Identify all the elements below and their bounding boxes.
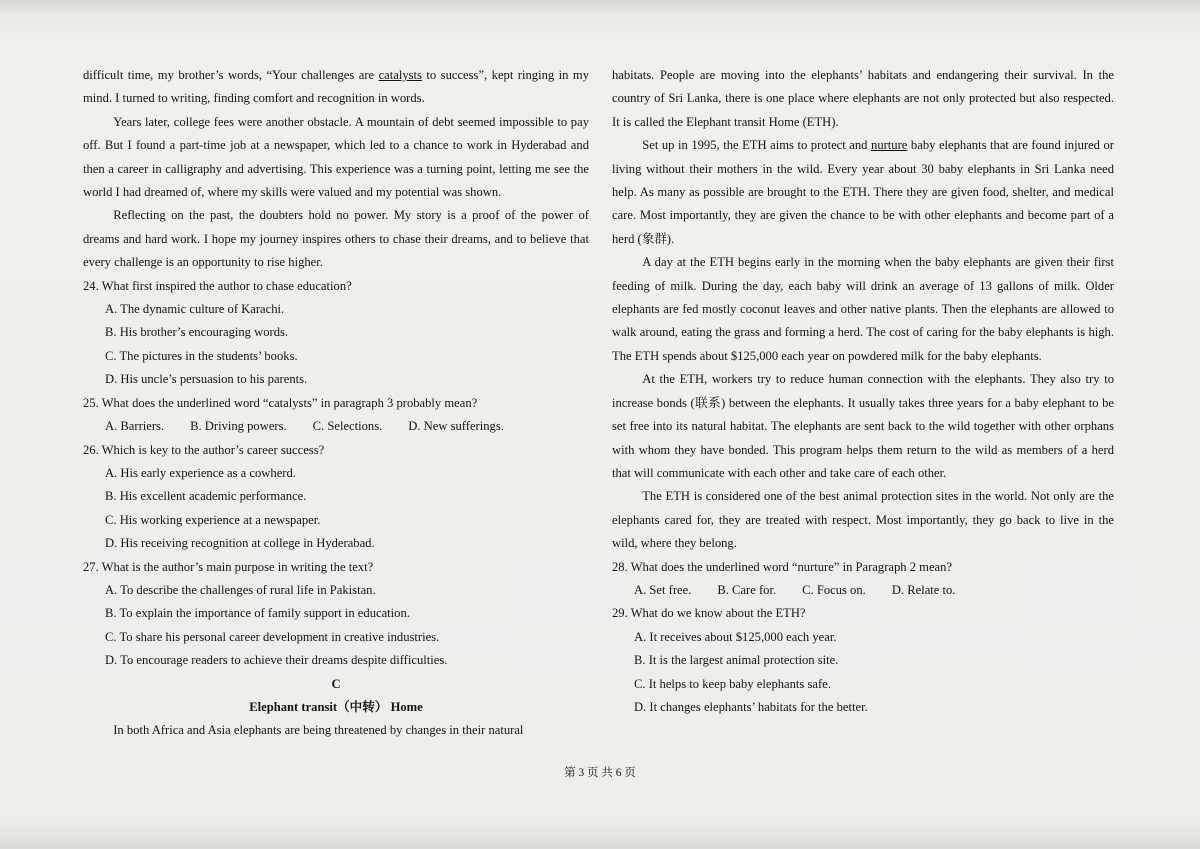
left-column [83, 64, 589, 743]
text-span: to success”, kept ringing in my mind. I turned to writing, finding comfort and recognition in words. [83, 68, 589, 106]
option-29c: C. It helps to keep baby elephants safe. [634, 676, 831, 691]
option-25c: C. Selections. [312, 419, 383, 434]
passage-title: Elephant transit（中转） Home [249, 699, 423, 714]
question-27: 27. What is the author’s main purpose in writing the text? [83, 559, 374, 574]
option-27a: A. To describe the challenges of rural life in Pakistan. [105, 582, 376, 597]
options-25 [83, 415, 589, 438]
option-27b: B. To explain the importance of family support in education. [105, 606, 410, 621]
option-26b: B. His excellent academic performance. [105, 489, 307, 504]
option-29d: D. It changes elephants’ habitats for the better. [634, 699, 868, 714]
right-paragraph-3: A day at the ETH begins early in the morning when the baby elephants are given their first feeding of milk. During the day, each baby will drink an average of 13 gallons of milk. Older elephants are fed mostly coconut leaves and other native plants. Then the elephants are allowed to walk around, eating the grass and forming a herd. The cost of caring for the baby elephants is high. The ETH spends about $125,000 each year on powdered milk for the baby elephants. [612, 255, 1114, 363]
option-28d: D. Relate to. [891, 582, 956, 597]
right-paragraph-4: At the ETH, workers try to reduce human connection with the elephants. They also try to increase bonds (联系) between the elephants. It usually takes three years for a baby elephant to be set free into its natural habitat. The elephants are sent back to the wild together with other orphans with whom they have bonded. This program helps them return to the wild as members of a herd that will communicate with each other and take care of each other. [612, 372, 1114, 480]
text-span: Set up in 1995, the ETH aims to protect and [642, 138, 872, 153]
option-27c: C. To share his personal career development in creative industries. [105, 629, 440, 644]
right-paragraph-2 [612, 134, 1114, 251]
option-24c: C. The pictures in the students’ books. [105, 348, 298, 363]
page-number-footer: 第 3 页 共 6 页 [564, 767, 636, 779]
section-letter: C [331, 676, 341, 691]
question-26: 26. Which is key to the author’s career success? [83, 442, 325, 457]
text-span: baby elephants that are found injured or living without their mothers in the wild. Every year about 30 baby elephants in Sri Lanka need help. As many as possible are brought to the ETH. There they are given food, shelter, and medical care. Most importantly, they are given the chance to be with other elephants and become part of a herd (象群). [612, 138, 1114, 246]
left-paragraph-1 [83, 64, 589, 111]
option-24d: D. His uncle’s persuasion to his parents. [105, 372, 308, 387]
left-paragraph-3: Reflecting on the past, the doubters hold no power. My story is a proof of the power of dreams and hard work. I hope my journey inspires others to chase their dreams, and to believe that every challenge is an opportunity to rise higher. [83, 208, 589, 270]
options-28 [612, 579, 1114, 602]
option-25d: D. New sufferings. [408, 419, 504, 434]
option-29a: A. It receives about $125,000 each year. [634, 629, 837, 644]
option-25a: A. Barriers. [105, 419, 165, 434]
question-29: 29. What do we know about the ETH? [612, 606, 806, 621]
question-28: 28. What does the underlined word “nurture” in Paragraph 2 mean? [612, 559, 953, 574]
underlined-word-nurture: nurture [871, 138, 908, 153]
option-29b: B. It is the largest animal protection site. [634, 653, 839, 668]
text-span: difficult time, my brother’s words, “Your challenges are [83, 68, 379, 82]
option-26d: D. His receiving recognition at college in Hyderabad. [105, 536, 375, 551]
option-27d: D. To encourage readers to achieve their dreams despite difficulties. [105, 653, 448, 668]
question-25: 25. What does the underlined word “catalysts” in paragraph 3 probably mean? [83, 395, 478, 410]
option-28c: C. Focus on. [802, 582, 866, 597]
option-24b: B. His brother’s encouraging words. [105, 325, 289, 340]
option-28a: A. Set free. [634, 582, 692, 597]
option-26c: C. His working experience at a newspaper. [105, 512, 321, 527]
option-24a: A. The dynamic culture of Karachi. [105, 302, 285, 317]
left-paragraph-2: Years later, college fees were another obstacle. A mountain of debt seemed impossible to pay off. But I found a part-time job at a newspaper, which led to a chance to work in Hyderabad and then a career in calligraphy and advertising. This experience was a turning point, letting me see the world I had dreamed of, where my skills were valued and my potential was shown. [83, 114, 589, 200]
left-paragraph-4: In both Africa and Asia elephants are being threatened by changes in their natural [113, 723, 524, 738]
option-28b: B. Care for. [717, 582, 777, 597]
option-26a: A. His early experience as a cowherd. [105, 465, 296, 480]
right-column [612, 64, 1114, 719]
question-24: 24. What first inspired the author to chase education? [83, 278, 352, 293]
right-paragraph-5: The ETH is considered one of the best animal protection sites in the world. Not only are the elephants cared for, they are treated with respect. Most importantly, they go back to live in the wild, where they belong. [612, 489, 1114, 551]
right-paragraph-1: habitats. People are moving into the elephants’ habitats and endangering their survival. In the country of Sri Lanka, there is one place where elephants are not only protected but also respected. It is called the Elephant transit Home (ETH). [612, 68, 1114, 129]
option-25b: B. Driving powers. [190, 419, 287, 434]
underlined-word-catalysts: catalysts [378, 68, 422, 82]
